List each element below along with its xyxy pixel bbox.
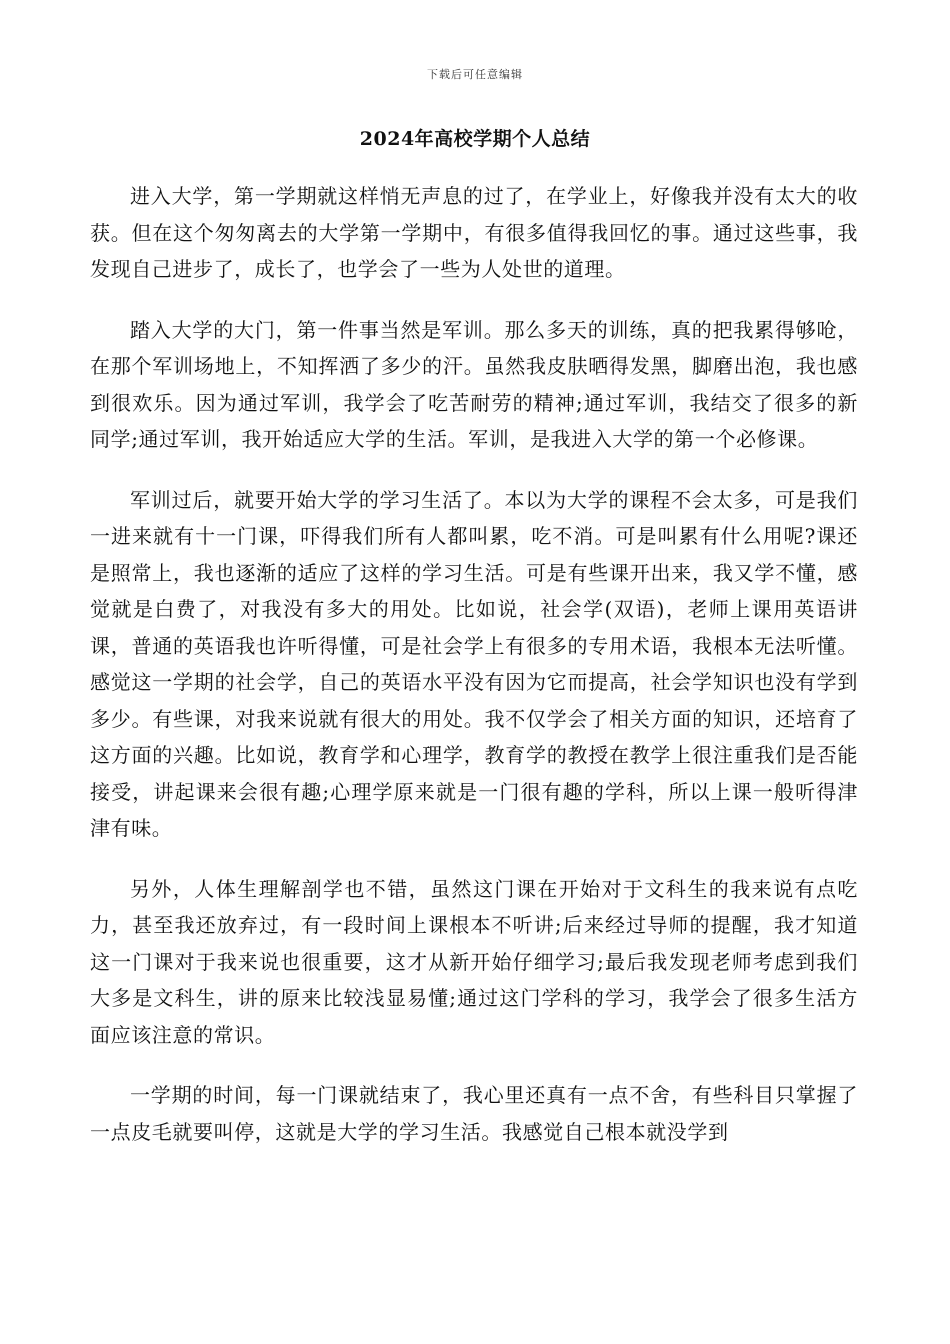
document-body: [90, 178, 858, 1174]
paragraph-2: 踏入大学的大门，第一件事当然是军训。那么多天的训练，真的把我累得够呛，在那个军训场地上，不知挥洒了多少的汗。虽然我皮肤晒得发黑，脚磨出泡，我也感到很欢乐。因为通过军训，我学会了吃苦耐劳的精神;通过军训，我结交了很多的新同学;通过军训，我开始适应大学的生活。军训，是我进入大学的第一个必修课。: [90, 317, 858, 451]
paragraph-4: 另外，人体生理解剖学也不错，虽然这门课在开始对于文科生的我来说有点吃力，甚至我还放弃过，有一段时间上课根本不听讲;后来经过导师的提醒，我才知道这一门课对于我来说也很重要，这才从新开始仔细学习;最后我发现老师考虑到我们大多是文科生，讲的原来比较浅显易懂;通过这门学科的学习，我学会了很多生活方面应该注意的常识。: [90, 876, 858, 1047]
header-note: 下载后可任意编辑: [427, 68, 523, 81]
document-title: 2024年高校学期个人总结: [359, 128, 591, 150]
paragraph-3: 军训过后，就要开始大学的学习生活了。本以为大学的课程不会太多，可是我们一进来就有十一门课，吓得我们所有人都叫累，吃不消。可是叫累有什么用呢?课还是照常上，我也逐渐的适应了这样的学习生活。可是有些课开出来，我又学不懂，感觉就是白费了，对我没有多大的用处。比如说，社会学(双语)，老师上课用英语讲课，普通的英语我也许听得懂，可是社会学上有很多的专用术语，我根本无法听懂。感觉这一学期的社会学，自己的英语水平没有因为它而提高，社会学知识也没有学到多少。有些课，对我来说就有很大的用处。我不仅学会了相关方面的知识，还培育了这方面的兴趣。比如说，教育学和心理学，教育学的教授在教学上很注重我们是否能接受，讲起课来会很有趣;心理学原来就是一门很有趣的学科，所以上课一般听得津津有味。: [90, 487, 858, 840]
paragraph-5: 一学期的时间，每一门课就结束了，我心里还真有一点不舍，有些科目只掌握了一点皮毛就要叫停，这就是大学的学习生活。我感觉自己根本就没学到: [90, 1083, 858, 1144]
paragraph-1: 进入大学，第一学期就这样悄无声息的过了，在学业上，好像我并没有太大的收获。但在这个匆匆离去的大学第一学期中，有很多值得我回忆的事。通过这些事，我发现自己进步了，成长了，也学会了一些为人处世的道理。: [90, 184, 858, 281]
